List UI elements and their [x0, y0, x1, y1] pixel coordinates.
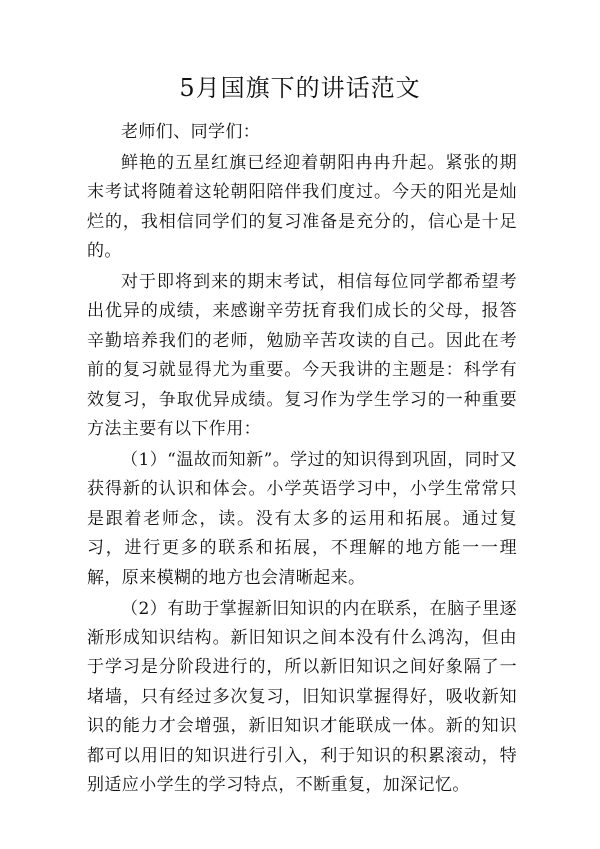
theme-paragraph: 对于即将到来的期末考试，相信每位同学都希望考出优异的成绩，来感谢辛劳抚育我们成长的父母，报答辛勤培养我们的老师，勉励辛苦攻读的自己。因此在考前的复习就显得尤为重要。今天我讲的主题是：科学有效复习，争取优异成绩。复习作为学生学习的一种重要方法主要有以下作用： [87, 272, 517, 440]
document-title: 5月国旗下的讲话范文 [179, 74, 421, 102]
point-two-paragraph: （2）有助于掌握新旧知识的内在联系，在脑子里逐渐形成知识结构。新旧知识之间本没有什么鸿沟，但由于学习是分阶段进行的，所以新旧知识之间好象隔了一堵墙，只有经过多次复习，旧知识掌握得好，吸收新知识的能力才会增强，新旧知识才能联成一体。新的知识都可以用旧的知识进行引入，利于知识的积累滚动，特别适应小学生的学习特点，不断重复，加深记忆。 [87, 598, 517, 795]
document-body [87, 118, 517, 800]
opening-paragraph: 鲜艳的五星红旗已经迎着朝阳冉冉升起。紧张的期末考试将随着这轮朝阳陪伴我们度过。今天的阳光是灿烂的，我相信同学们的复习准备是充分的，信心是十足的。 [87, 152, 517, 262]
point-one-paragraph: （1）“温故而知新”。学过的知识得到巩固，同时又获得新的认识和体会。小学英语学习中，小学生常常只是跟着老师念，读。没有太多的运用和拓展。通过复习，进行更多的联系和拓展，不理解的地方能一一理解，原来模糊的地方也会清晰起来。 [87, 449, 517, 588]
salutation-paragraph: 老师们、同学们： [121, 122, 261, 142]
